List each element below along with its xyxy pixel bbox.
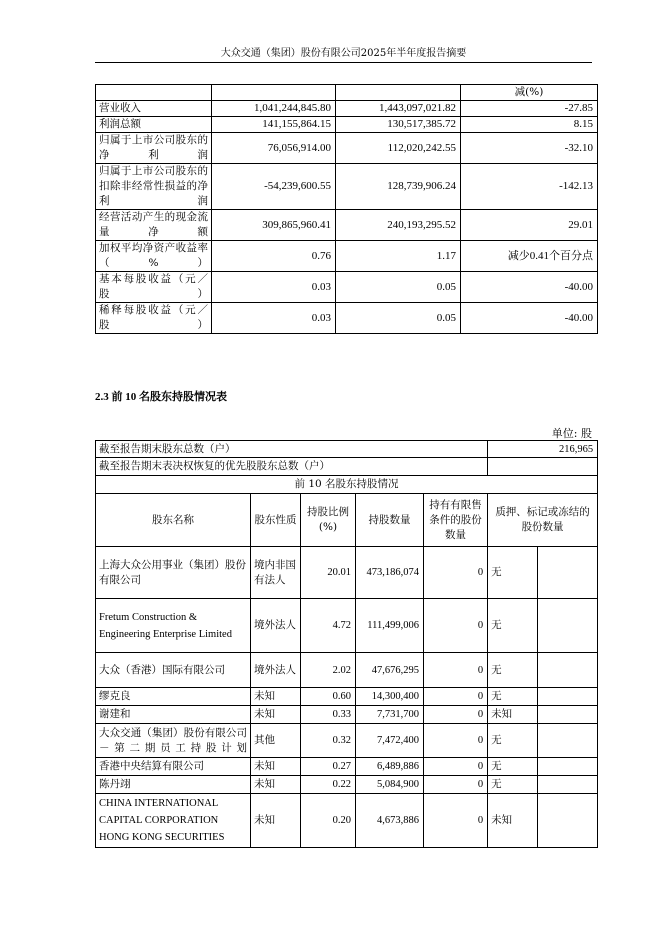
sh-pledge: 无 <box>488 599 538 653</box>
shareholder-row <box>96 794 598 848</box>
sh-pledge-qty <box>538 599 598 653</box>
sh-restricted: 0 <box>424 724 488 758</box>
sh-restricted: 0 <box>424 776 488 794</box>
sh-ratio: 4.72 <box>301 599 356 653</box>
fin-label: 经营活动产生的现金流量净额 <box>96 210 212 241</box>
header-rule <box>95 62 592 63</box>
total-shareholders-value: 216,965 <box>488 441 598 458</box>
fin-current: 1,041,244,845.80 <box>212 101 336 117</box>
preferred-shareholders-value <box>488 458 598 476</box>
sh-restricted: 0 <box>424 653 488 688</box>
sh-restricted: 0 <box>424 599 488 653</box>
sh-name: 香港中央结算有限公司 <box>96 758 251 776</box>
fin-change: -27.85 <box>461 101 598 117</box>
sh-ratio: 2.02 <box>301 653 356 688</box>
sh-pledge: 未知 <box>488 706 538 724</box>
shareholder-row <box>96 547 598 599</box>
sh-pledge: 无 <box>488 653 538 688</box>
fin-change: 减少0.41个百分点 <box>461 241 598 272</box>
sh-nature: 未知 <box>251 794 301 848</box>
sh-qty: 5,084,900 <box>356 776 424 794</box>
shareholders-table <box>95 440 598 848</box>
sh-ratio: 0.20 <box>301 794 356 848</box>
fin-row <box>96 241 598 272</box>
sh-restricted: 0 <box>424 794 488 848</box>
sh-qty: 7,472,400 <box>356 724 424 758</box>
fin-label: 加权平均净资产收益率（%） <box>96 241 212 272</box>
fin-change: -32.10 <box>461 133 598 164</box>
sh-name: 上海大众公用事业（集团）股份有限公司 <box>96 547 251 599</box>
sh-qty: 14,300,400 <box>356 688 424 706</box>
shareholder-row <box>96 599 598 653</box>
sh-ratio: 0.33 <box>301 706 356 724</box>
shareholder-row <box>96 688 598 706</box>
fin-current: 76,056,914.00 <box>212 133 336 164</box>
fin-prior: 1,443,097,021.82 <box>336 101 461 117</box>
sh-ratio: 0.22 <box>301 776 356 794</box>
fin-header-blank <box>96 85 212 101</box>
sh-ratio: 0.60 <box>301 688 356 706</box>
sh-pledge-qty <box>538 547 598 599</box>
sh-pledge-qty <box>538 706 598 724</box>
col-ratio: 持股比例(%) <box>301 494 356 547</box>
shareholder-row <box>96 758 598 776</box>
shareholder-row <box>96 706 598 724</box>
top10-subtitle: 前 10 名股东持股情况 <box>96 476 598 494</box>
sh-nature: 未知 <box>251 688 301 706</box>
financial-table <box>95 84 598 334</box>
sh-nature: 未知 <box>251 758 301 776</box>
preferred-shareholders-row <box>96 458 598 476</box>
sh-name: 陈丹翊 <box>96 776 251 794</box>
sh-qty: 47,676,295 <box>356 653 424 688</box>
sh-qty: 473,186,074 <box>356 547 424 599</box>
fin-current: 141,155,864.15 <box>212 117 336 133</box>
col-qty: 持股数量 <box>356 494 424 547</box>
sh-ratio: 0.27 <box>301 758 356 776</box>
sh-pledge-qty <box>538 776 598 794</box>
sh-restricted: 0 <box>424 547 488 599</box>
sh-ratio: 0.32 <box>301 724 356 758</box>
sh-restricted: 0 <box>424 706 488 724</box>
fin-label: 归属于上市公司股东的净利润 <box>96 133 212 164</box>
fin-row <box>96 101 598 117</box>
fin-label: 稀释每股收益（元／股） <box>96 303 212 334</box>
col-restricted: 持有有限售条件的股份数量 <box>424 494 488 547</box>
fin-prior: 1.17 <box>336 241 461 272</box>
fin-prior: 0.05 <box>336 303 461 334</box>
top10-subtitle-row <box>96 476 598 494</box>
fin-current: 0.76 <box>212 241 336 272</box>
sh-name: Fretum Construction & Engineering Enterprise Limited <box>96 599 251 653</box>
sh-pledge: 无 <box>488 688 538 706</box>
fin-prior: 130,517,385.72 <box>336 117 461 133</box>
fin-label: 基本每股收益（元／股） <box>96 272 212 303</box>
fin-label: 营业收入 <box>96 101 212 117</box>
fin-change: -142.13 <box>461 164 598 210</box>
fin-row <box>96 272 598 303</box>
fin-change: -40.00 <box>461 303 598 334</box>
sh-pledge: 无 <box>488 724 538 758</box>
fin-current: 0.03 <box>212 303 336 334</box>
fin-current: -54,239,600.55 <box>212 164 336 210</box>
sh-restricted: 0 <box>424 758 488 776</box>
sh-pledge: 无 <box>488 758 538 776</box>
fin-header-blank <box>336 85 461 101</box>
fin-row <box>96 164 598 210</box>
preferred-shareholders-label: 截至报告期末表决权恢复的优先股股东总数（户） <box>96 458 488 476</box>
fin-row <box>96 303 598 334</box>
column-header-row <box>96 494 598 547</box>
sh-qty: 6,489,886 <box>356 758 424 776</box>
fin-label: 归属于上市公司股东的扣除非经常性损益的净利润 <box>96 164 212 210</box>
total-shareholders-label: 截至报告期末股东总数（户） <box>96 441 488 458</box>
sh-pledge: 未知 <box>488 794 538 848</box>
fin-prior: 112,020,242.55 <box>336 133 461 164</box>
sh-ratio: 20.01 <box>301 547 356 599</box>
sh-pledge-qty <box>538 794 598 848</box>
fin-change: 29.01 <box>461 210 598 241</box>
sh-name: 大众（香港）国际有限公司 <box>96 653 251 688</box>
sh-pledge: 无 <box>488 776 538 794</box>
fin-change: 8.15 <box>461 117 598 133</box>
fin-current: 309,865,960.41 <box>212 210 336 241</box>
sh-pledge-qty <box>538 758 598 776</box>
sh-nature: 境外法人 <box>251 653 301 688</box>
sh-pledge-qty <box>538 724 598 758</box>
fin-header-blank <box>212 85 336 101</box>
section-title: 2.3 前 10 名股东持股情况表 <box>95 391 227 403</box>
sh-pledge: 无 <box>488 547 538 599</box>
fin-change: -40.00 <box>461 272 598 303</box>
fin-row <box>96 210 598 241</box>
col-pledge: 质押、标记或冻结的股份数量 <box>488 494 598 547</box>
sh-pledge-qty <box>538 688 598 706</box>
sh-nature: 未知 <box>251 706 301 724</box>
page-header: 大众交通（集团）股份有限公司2025年半年度报告摘要 <box>220 48 467 59</box>
fin-row <box>96 133 598 164</box>
unit-label: 单位: 股 <box>551 427 592 440</box>
fin-prior: 0.05 <box>336 272 461 303</box>
sh-pledge-qty <box>538 653 598 688</box>
fin-row <box>96 117 598 133</box>
sh-name: CHINA INTERNATIONAL CAPITAL CORPORATION HONG KONG SECURITIES <box>96 794 251 848</box>
fin-current: 0.03 <box>212 272 336 303</box>
shareholder-row <box>96 724 598 758</box>
col-nature: 股东性质 <box>251 494 301 547</box>
sh-nature: 境内非国有法人 <box>251 547 301 599</box>
sh-qty: 111,499,006 <box>356 599 424 653</box>
fin-header-row <box>96 85 598 101</box>
fin-header-change: 减(%) <box>461 85 598 101</box>
sh-name: 缪克良 <box>96 688 251 706</box>
shareholder-row <box>96 776 598 794</box>
sh-qty: 7,731,700 <box>356 706 424 724</box>
fin-prior: 240,193,295.52 <box>336 210 461 241</box>
sh-restricted: 0 <box>424 688 488 706</box>
shareholder-row <box>96 653 598 688</box>
fin-label: 利润总额 <box>96 117 212 133</box>
sh-nature: 境外法人 <box>251 599 301 653</box>
col-name: 股东名称 <box>96 494 251 547</box>
sh-qty: 4,673,886 <box>356 794 424 848</box>
sh-name: 谢建和 <box>96 706 251 724</box>
sh-nature: 其他 <box>251 724 301 758</box>
sh-nature: 未知 <box>251 776 301 794</box>
fin-prior: 128,739,906.24 <box>336 164 461 210</box>
sh-name: 大众交通（集团）股份有限公司－第二期员工持股计划 <box>96 724 251 758</box>
total-shareholders-row <box>96 441 598 458</box>
